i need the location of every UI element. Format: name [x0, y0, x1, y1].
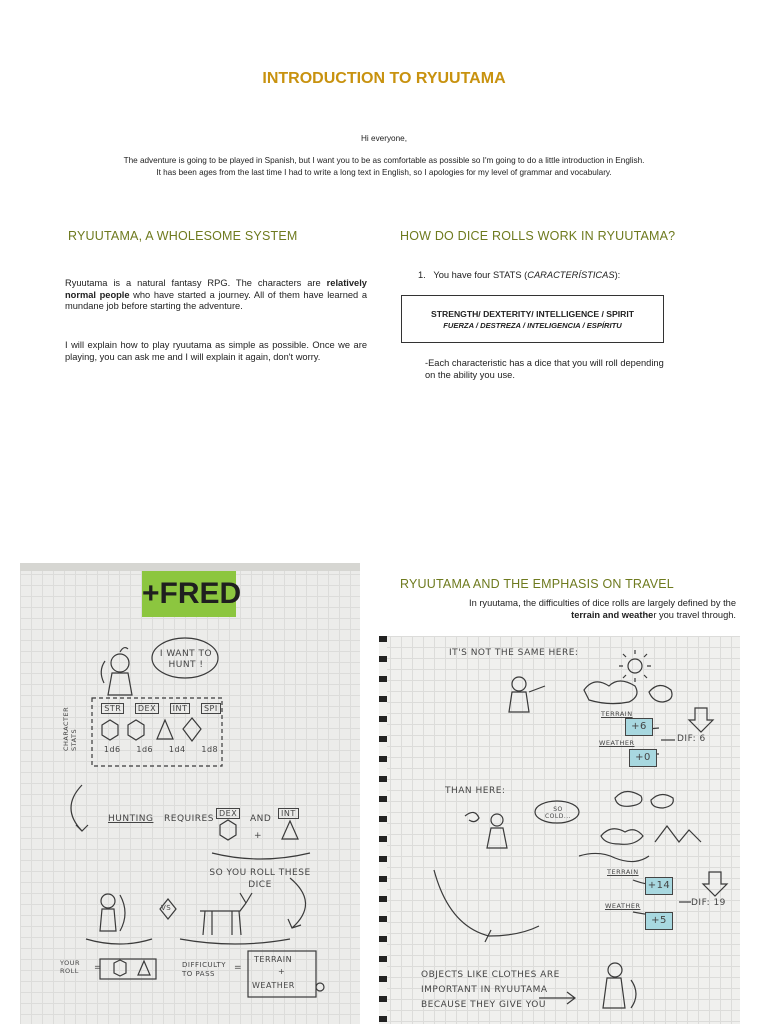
wholesome-paragraph-1	[65, 278, 367, 313]
dex-box: DEX	[216, 808, 240, 819]
equals-1: =	[94, 963, 103, 973]
intro-line-2: It has been ages from the last time I had to write a long text in English, so I apologies for my level of grammar and vocabulary.	[156, 168, 612, 177]
requires-word: REQUIRES	[164, 814, 214, 824]
terrain-label-1: TERRAIN	[601, 710, 633, 718]
weather-label-2: WEATHER	[605, 902, 641, 910]
list-italic: CARACTERÍSTICAS	[527, 270, 615, 280]
terrain-value-1: +6	[625, 718, 653, 736]
travel-line-2: r you travel through.	[653, 610, 736, 620]
weather-label-1: WEATHER	[599, 739, 635, 747]
so-cold-text: SO COLD...	[544, 806, 572, 820]
weather-value-1: +0	[629, 749, 657, 767]
list-text: You have four STATS (	[433, 270, 528, 280]
roll-line-2: DICE	[248, 880, 272, 890]
wholesome-text-b: who have started a journey. All of them have learned a mundane job before starting the adventure.	[65, 289, 367, 312]
stats-labels	[96, 703, 226, 714]
page-title: INTRODUCTION TO RYUUTAMA	[262, 70, 506, 87]
wholesome-paragraph-2: I will explain how to play ryuutama as simple as possible. Once we are playing, you can ask me and I will explain it again, don't worry.	[65, 340, 367, 362]
and-word: AND	[250, 814, 272, 824]
die-dex: 1d6	[136, 745, 154, 754]
terrain-value-2: +14	[645, 877, 673, 895]
speech-text: I WANT TO HUNT !	[159, 649, 213, 670]
section-heading-dice: HOW DO DICE ROLLS WORK IN RYUUTAMA?	[400, 229, 676, 243]
objects-line-1: OBJECTS LIKE CLOTHES ARE	[421, 970, 560, 980]
intro-greeting: Hi everyone,	[361, 134, 407, 143]
dice-note: -Each characteristic has a dice that you will roll depending on the ability you use.	[425, 358, 664, 380]
die-spi: 1d8	[201, 745, 219, 754]
objects-line-2: IMPORTANT IN RYUUTAMA	[421, 985, 548, 995]
not-same-text: IT'S NOT THE SAME HERE:	[449, 648, 579, 658]
terrain-label-left: TERRAIN	[254, 955, 293, 964]
dif-2: DIF: 19	[691, 898, 726, 908]
difficulty-label: DIFFICULTY TO PASS	[182, 961, 227, 978]
stat-spi: SPI	[201, 703, 221, 714]
objects-line-3: BECAUSE THEY GIVE YOU	[421, 1000, 546, 1010]
your-roll-label: YOUR ROLL	[60, 959, 81, 975]
travel-line-1: In ryuutama, the difficulties of dice rolls are largely defined by the	[469, 598, 736, 608]
travel-bold: terrain and weathe	[571, 610, 654, 620]
weather-value-2: +5	[645, 912, 673, 930]
notebook-photo-right	[379, 636, 740, 1024]
weather-label-left: WEATHER	[252, 981, 295, 990]
roll-line-1: SO YOU ROLL THESE	[209, 868, 311, 878]
fred-logo: +FRED	[142, 571, 236, 617]
plus-sign: +	[254, 831, 263, 841]
stat-dex: DEX	[135, 703, 159, 714]
stats-box	[401, 295, 664, 343]
section-heading-wholesome: RYUUTAMA, A WHOLESOME SYSTEM	[68, 229, 298, 243]
section-heading-travel: RYUUTAMA AND THE EMPHASIS ON TRAVEL	[400, 577, 674, 591]
hunting-word: HUNTING	[108, 814, 154, 824]
die-int: 1d4	[168, 745, 186, 754]
stat-str: STR	[101, 703, 124, 714]
int-box: INT	[278, 808, 299, 819]
die-str: 1d6	[103, 745, 121, 754]
list-end: ):	[614, 270, 621, 280]
terrain-label-2: TERRAIN	[607, 868, 639, 876]
vs-label: VS	[161, 904, 172, 912]
stats-english: STRENGTH/ DEXTERITY/ INTELLIGENCE / SPIRIT	[431, 309, 634, 319]
objects-text	[421, 968, 560, 1013]
plus-sign-2: +	[278, 967, 286, 976]
character-stats-label: CHARACTER STATS	[62, 706, 78, 751]
list-number: 1.	[418, 270, 426, 280]
sketch-drawing-left	[20, 563, 360, 1024]
sketch-drawing-right	[379, 636, 740, 1024]
roll-text	[200, 867, 320, 891]
stat-int: INT	[170, 703, 191, 714]
travel-text	[380, 597, 736, 621]
stats-list-item	[418, 270, 620, 280]
notebook-photo-left	[20, 563, 360, 1024]
dice-labels	[96, 745, 226, 754]
than-here-text: THAN HERE:	[445, 786, 506, 796]
dif-1: DIF: 6	[677, 734, 706, 744]
intro-line-1: The adventure is going to be played in Spanish, but I want you to be as comfortable as possible so I'm going to do a little introduction in English.	[123, 156, 645, 165]
wholesome-text-bold: relatively normal people	[65, 278, 367, 300]
stats-spanish: FUERZA / DESTREZA / INTELIGENCIA / ESPÍRITU	[443, 321, 622, 330]
equals-2: =	[234, 963, 243, 973]
wholesome-text-a: Ryuutama is a natural fantasy RPG. The characters are	[65, 278, 321, 288]
